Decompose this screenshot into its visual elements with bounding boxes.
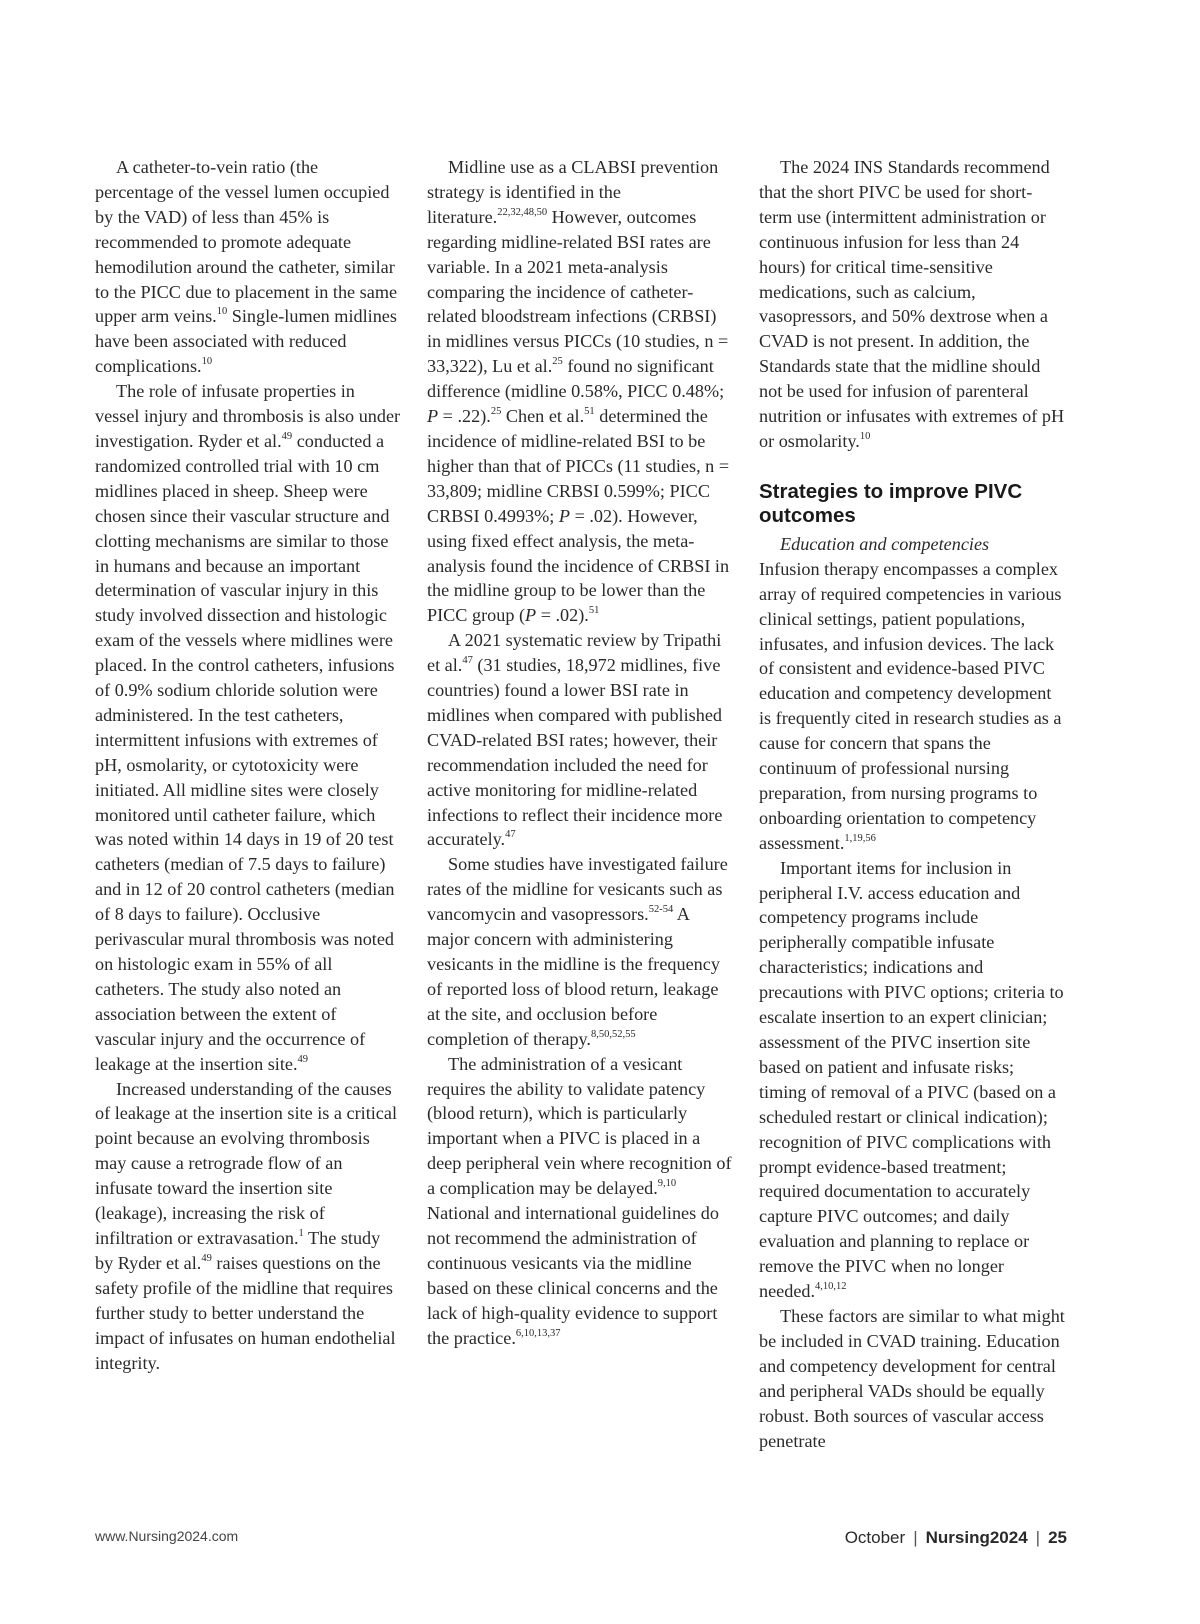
- reference-citation: 4,10,12: [815, 1281, 847, 1292]
- reference-citation: 10: [216, 306, 228, 318]
- text-segment: found no significant difference (midline 0.58%, PICC 0.48%;: [427, 356, 725, 402]
- text-segment: A major concern with administering vesicants in the midline is the frequency of reported loss of blood return, leakage at the site, and occlusion before completion of therapy.: [427, 904, 720, 1049]
- text-segment: Important items for inclusion in peripheral I.V. access education and competency programs include peripherally compatible infusate characteristics; indications and precautions with PIVC options; criteria to escalate insertion to an expert clinician; assessment of the PIVC insertion site based on patient and infusate risks; timing of removal of a PIVC (based on a scheduled restart or clinical indication); recognition of PIVC complications with prompt evidence-based treatment; required documentation to accurately capture PIVC outcomes; and daily evaluation and planning to replace or remove the PIVC when no longer needed.: [759, 857, 1064, 1302]
- reference-citation: 6,10,13,37: [515, 1327, 561, 1339]
- paragraph: [427, 852, 733, 1051]
- reference-citation: 1,19,56: [844, 832, 876, 844]
- text-column-1: [95, 155, 401, 1375]
- text-segment: P: [558, 505, 571, 526]
- text-segment: Increased understanding of the causes of leakage at the insertion site is a critical point because an evolving thrombosis may cause a retrograde flow of an infusate toward the insertion site (leakage), increasing the risk of infiltration or extravasation.: [95, 1078, 397, 1248]
- text-segment: = .22).: [438, 406, 491, 427]
- paragraph: [759, 155, 1065, 454]
- text-column-2: [427, 155, 733, 1351]
- footer-separator: |: [913, 1528, 918, 1547]
- text-segment: Chen et al.: [501, 406, 585, 427]
- text-segment: raises questions on the safety profile of the midline that requires further study to better understand the impact of infusates on human endothelial integrity.: [95, 1252, 396, 1373]
- text-segment: The study by Ryder et al.: [95, 1227, 381, 1273]
- paragraph: [95, 379, 401, 1076]
- reference-citation: 49: [297, 1053, 309, 1065]
- reference-citation: 22,32,48,50: [497, 206, 548, 218]
- text-segment: = .02). However, using fixed effect analysis, the meta-analysis found the incidence of CRBSI in the midline group to be lower than the PICC group (: [427, 505, 730, 626]
- paragraph: [95, 155, 401, 379]
- reference-citation: 47: [462, 655, 473, 667]
- column-3-intro: [759, 155, 1065, 454]
- reference-citation: 49: [201, 1252, 212, 1264]
- subsection-heading: Education and competencies: [780, 533, 990, 554]
- text-segment: These factors are similar to what might be included in CVAD training. Education and competency development for central and peripheral VADs should be equally robust. Both sources of vascular access penetrate: [759, 1305, 1065, 1451]
- text-segment: National and international guidelines do not recommend the administration of continuous vesicants via the midline based on these clinical concerns and the lack of high-quality evidence to support the practice.: [427, 1203, 719, 1348]
- text-segment: A 2021 systematic review by Tripathi et al.: [427, 630, 722, 676]
- reference-citation: 9,10: [657, 1178, 677, 1190]
- text-segment: Midline use as a CLABSI prevention strategy is identified in the literature.: [427, 157, 719, 227]
- reference-citation: 51: [584, 406, 595, 417]
- reference-citation: 51: [588, 605, 600, 617]
- reference-citation: 47: [505, 829, 516, 841]
- text-segment: determined the incidence of midline-related BSI to be higher than that of PICCs (11 studies, n = 33,809; midline CRBSI 0.599%; PICC CRBSI 0.4993%;: [427, 406, 730, 526]
- reference-citation: 52-54: [648, 904, 674, 916]
- text-segment: P: [525, 605, 537, 626]
- reference-citation: 25: [490, 406, 502, 417]
- text-segment: The administration of a vesicant requires the ability to validate patency (blood return), which is particularly important when a PIVC is placed in a deep peripheral vein where recognition of a complication may be delayed.: [427, 1053, 732, 1199]
- reference-citation: 8,50,52,55: [590, 1028, 636, 1040]
- paragraph: [427, 1052, 733, 1351]
- text-segment: = .02).: [536, 605, 589, 626]
- text-segment: Infusion therapy encompasses a complex array of required competencies in various clinical settings, patient populations, infusates, and infusion devices. The lack of consistent and evidence-based PIVC education and competency development is frequently cited in research studies as a cause for concern that spans the continuum of professional nursing preparation, from nursing programs to onboarding orientation to competency assessment.: [759, 558, 1062, 853]
- text-segment: conducted a randomized controlled trial with 10 cm midlines placed in sheep. Sheep were chosen since their vascular structure and clotting mechanisms are similar to those in humans and because an important determination of vascular injury in this study involved dissection and histologic exam of the vessels where midlines were placed. In the control catheters, infusions of 0.9% sodium chloride solution were administered. In the test catheters, intermittent infusions with extremes of pH, osmolarity, or cytotoxicity were initiated. All midline sites were closely monitored until catheter failure, which was noted within 14 days in 19 of 20 test catheters (median of 7.5 days to failure) and in 12 of 20 control catheters (median of 8 days to failure). Occlusive perivascular mural thrombosis was noted on histologic exam in 55% of all catheters. The study also noted an association between the extent of vascular injury and the occurrence of leakage at the insertion site.: [95, 430, 395, 1074]
- footer-website: www.Nursing2024.com: [95, 1528, 239, 1544]
- section-heading: Strategies to improve PIVC outcomes: [759, 479, 1023, 527]
- paragraph: [759, 1304, 1065, 1453]
- text-segment: A catheter-to-vein ratio (the percentage of the vessel lumen occupied by the VAD) of less than 45% is recommended to promote adequate hemodilution around the catheter, similar to the PICC due to placement in the same upper arm veins.: [95, 157, 398, 327]
- text-segment: (31 studies, 18,972 midlines, five countries) found a lower BSI rate in midlines when compared with published CVAD-related BSI rates; however, their recommendation included the need for active monitoring for midline-related infections to reflect their incidence more accurately.: [427, 655, 723, 850]
- footer-magazine-name: Nursing2024: [925, 1528, 1028, 1547]
- paragraph: [427, 628, 733, 852]
- text-segment: P: [427, 406, 439, 427]
- footer-separator: |: [1035, 1528, 1041, 1547]
- page-number: 25: [1048, 1528, 1067, 1547]
- text-segment: The 2024 INS Standards recommend that the short PIVC be used for short-term use (intermittent administration or continuous infusion for less than 24 hours) for critical time-sensitive medications, such as calcium, vasopressors, and 50% dextrose when a CVAD is not present. In addition, the Standards state that the midline should not be used for infusion of parenteral nutrition or infusates with extremes of pH or osmolarity.: [759, 157, 1065, 451]
- reference-citation: 10: [859, 430, 871, 442]
- paragraph: [95, 1077, 401, 1376]
- reference-citation: 49: [281, 430, 293, 442]
- reference-citation: 1: [298, 1227, 304, 1239]
- paragraph: [759, 856, 1065, 1304]
- column-3-body: [759, 557, 1065, 1454]
- paragraph: [427, 155, 733, 628]
- text-segment: The role of infusate properties in vessel injury and thrombosis is also under investigation. Ryder et al.: [95, 381, 401, 451]
- text-segment: Single-lumen midlines have been associated with reduced complications.: [95, 306, 397, 377]
- footer-page-info: [845, 1528, 1067, 1548]
- paragraph: [759, 557, 1065, 856]
- text-column-3: [759, 155, 1065, 1453]
- footer-month: October: [844, 1528, 906, 1547]
- text-segment: Some studies have investigated failure rates of the midline for vesicants such as vancomycin and vasopressors.: [427, 854, 728, 925]
- text-segment: However, outcomes regarding midline-related BSI rates are variable. In a 2021 meta-analysis comparing the incidence of catheter-related bloodstream infections (CRBSI) in midlines versus PICCs (10 studies, n = 33,322), Lu et al.: [427, 206, 729, 377]
- reference-citation: 25: [552, 356, 563, 368]
- reference-citation: 10: [201, 356, 213, 368]
